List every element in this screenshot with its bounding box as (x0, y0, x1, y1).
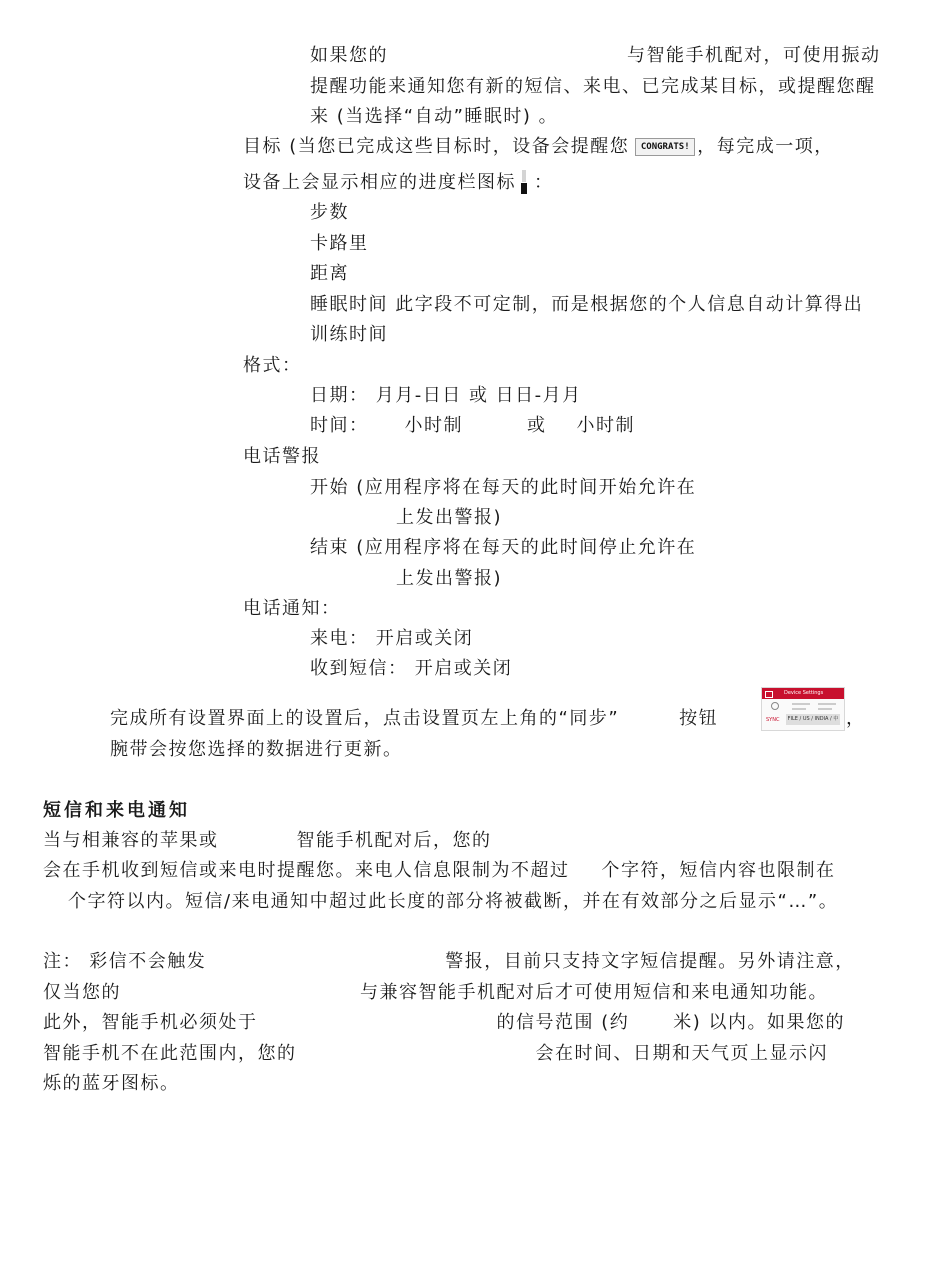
note-line-5: 烁的蓝牙图标。 (43, 1073, 180, 1094)
progress-bar-icon (520, 170, 528, 196)
alert-start-line-1: 开始 (应用程序将在每天的此时间开始允许在 (310, 477, 697, 498)
goal-steps: 步数 (310, 202, 349, 223)
vibration-line-1: 如果您的 与智能手机配对，可使用振动 (310, 45, 881, 66)
note-line-4: 智能手机不在此范围内，您的 会在时间、日期和天气页上显示闪 (43, 1043, 828, 1064)
notify-sms: 收到短信： 开启或关闭 (310, 658, 513, 679)
goal-calories: 卡路里 (310, 233, 369, 254)
congrats-icon: CONGRATS! (635, 138, 695, 156)
format-time: 时间： 小时制 或 小时制 (310, 415, 635, 436)
note-line-3: 此外，智能手机必须处于 的信号范围 (约 米) 以内。如果您的 (43, 1012, 845, 1033)
settings-screenshot-image: Device Settings SYNC FILE / US / INDIA / 中 (761, 687, 845, 731)
goal-distance: 距离 (310, 263, 349, 284)
phone-alert-title: 电话警报 (243, 446, 321, 467)
goals-line-2: 设备上会显示相应的进度栏图标 ： (243, 170, 554, 196)
notify-call: 来电： 开启或关闭 (310, 628, 474, 649)
sms-line-1: 当与相兼容的苹果或 智能手机配对后，您的 (43, 830, 492, 851)
alert-start-line-2: 上发出警报) (396, 507, 503, 528)
sms-section-title: 短信和来电通知 (43, 800, 190, 821)
sync-line-1-end: ， (846, 708, 866, 729)
clock-icon (771, 702, 779, 710)
phone-notify-title: 电话通知： (243, 598, 341, 619)
sync-line-1: 完成所有设置界面上的设置后，点击设置页左上角的“同步” 按钮 (110, 708, 719, 729)
alert-end-line-1: 结束 (应用程序将在每天的此时间停止允许在 (310, 537, 697, 558)
sms-line-2: 会在手机收到短信或来电时提醒您。来电人信息限制为不超过 个字符，短信内容也限制在 (43, 860, 836, 881)
goal-sleep: 睡眠时间 此字段不可定制，而是根据您的个人信息自动计算得出 (310, 294, 864, 315)
sync-line-2: 腕带会按您选择的数据进行更新。 (110, 739, 403, 760)
format-date: 日期： 月月-日日 或 日日-月月 (310, 385, 582, 406)
vibration-line-2: 提醒功能来通知您有新的短信、来电、已完成某目标，或提醒您醒 (310, 76, 876, 97)
goals-line-1: 目标 (当您已完成这些目标时，设备会提醒您 CONGRATS! ，每完成一项， (243, 136, 834, 157)
note-line-2: 仅当您的 与兼容智能手机配对后才可使用短信和来电通知功能。 (43, 982, 828, 1003)
vibration-line-3: 来 (当选择“自动”睡眠时) 。 (310, 106, 559, 127)
goal-training: 训练时间 (310, 324, 388, 345)
alert-end-line-2: 上发出警报) (396, 568, 503, 589)
note-line-1: 注： 彩信不会触发 警报，目前只支持文字短信提醒。另外请注意， (43, 951, 855, 972)
format-title: 格式： (243, 355, 302, 376)
sync-button-label: SYNC (766, 717, 780, 723)
format-options-bar: FILE / US / INDIA / 中 (786, 714, 840, 725)
sms-line-3: 个字符以内。短信/来电通知中超过此长度的部分将被截断，并在有效部分之后显示“…”。 (68, 891, 839, 912)
